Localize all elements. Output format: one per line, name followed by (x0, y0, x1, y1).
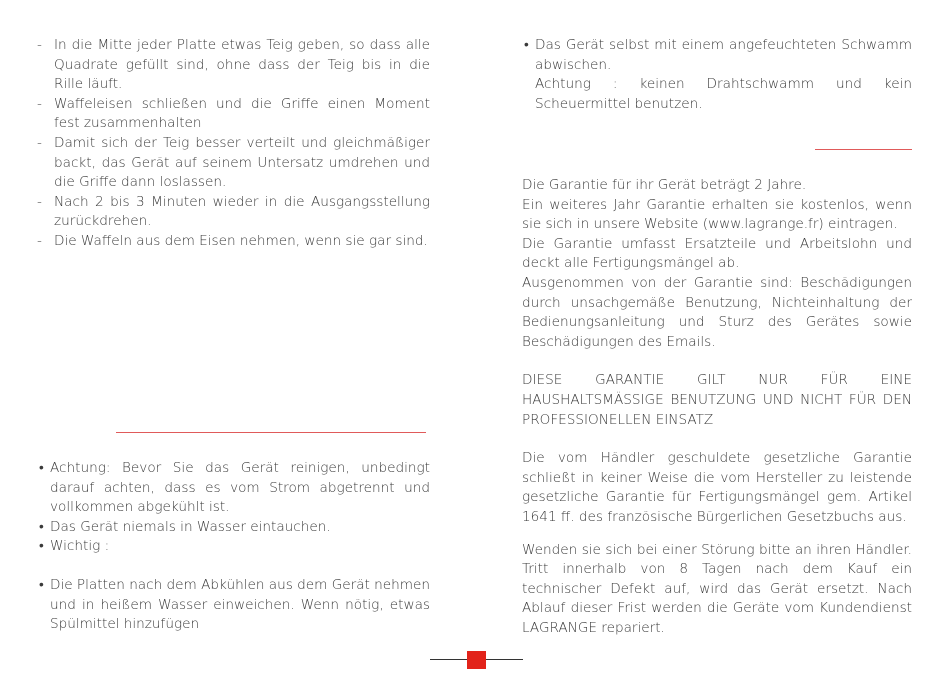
warranty-household-notice: DIESE GARANTIE GILT NUR FÜR EINE HAUSHALTSMÄSSIGE BENUTZUNG UND NICHT FÜR DEN PROFESSIONELLEN EINSATZ (522, 372, 912, 428)
cleaning-item: • Die Platten nach dem Abkühlen aus dem Gerät nehmen und in heißem Wasser einweichen. Wenn nötig, etwas Spülmittel hinzufügen (37, 576, 430, 635)
cleaning-item: • Achtung: Bevor Sie das Gerät reinigen, unbedingt darauf achten, dass es vom Strom abgetrennt und vollkommen abgekühlt ist. (37, 459, 430, 518)
cleaning-item: • Das Gerät niemals in Wasser eintauchen. (37, 518, 430, 538)
warranty-section (522, 176, 912, 638)
cleaning-list-continued (522, 36, 912, 114)
cleaning-note: Achtung : keinen Drahtschwamm und kein Scheuermittel benutzen. (535, 76, 912, 112)
warranty-contact: Wenden sie sich bei einer Störung bitte an ihren Händler. Tritt innerhalb von 8 Tagen nach dem Kauf ein technischer Defekt auf, wird das Gerät ersetzt. Nach Ablauf dieser Frist werden die Geräte vom Kundendienst LAGRANGE repariert. (522, 541, 912, 636)
section-divider (815, 149, 912, 150)
cleaning-item: • Wichtig : (37, 537, 430, 557)
instruction-item: - Damit sich der Teig besser verteilt und gleichmäßiger backt, das Gerät auf seinem Untersatz umdrehen und die Griffe dann loslassen. (37, 134, 430, 193)
warranty-exclusions: Ausgenommen von der Garantie sind: Beschädigungen durch unsachgemäße Benutzung, Nichteinhaltung der Bedienungsanleitung und Sturz des Gerätes sowie Beschädigungen des Emails. (522, 274, 912, 350)
instruction-item: - In die Mitte jeder Platte etwas Teig geben, so dass alle Quadrate gefüllt sind, ohne dass der Teig bis in die Rille läuft. (37, 36, 430, 95)
warranty-coverage: Die Garantie umfasst Ersatzteile und Arbeitslohn und deckt alle Fertigungsmängel ab. (522, 235, 912, 272)
instruction-item: - Die Waffeln aus dem Eisen nehmen, wenn sie gar sind. (37, 232, 430, 252)
waffle-instructions (37, 36, 430, 252)
warranty-extension: Ein weiteres Jahr Garantie erhalten sie kostenlos, wenn sie sich in unsere Website (www.lagrange.fr) eintragen. (522, 196, 912, 233)
footer-marker (467, 651, 486, 669)
cleaning-item (522, 36, 912, 114)
cleaning-list (37, 459, 430, 635)
warranty-legal: Die vom Händler geschuldete gesetzliche Garantie schließt in keiner Weise die vom Hersteller zu leistende gesetzliche Garantie für Fertigungsmängel gem. Artikel 1641 ff. des französische Bürgerlichen Gesetzbuchs aus. (522, 450, 912, 525)
instruction-list (37, 36, 430, 252)
cleaning-continued (522, 36, 912, 114)
warranty-duration: Die Garantie für ihr Gerät beträgt 2 Jahre. (522, 177, 807, 193)
instruction-item: - Nach 2 bis 3 Minuten wieder in die Ausgangsstellung zurückdrehen. (37, 193, 430, 232)
section-divider (116, 432, 426, 433)
cleaning-section (37, 459, 430, 635)
cleaning-item-text: • Das Gerät selbst mit einem angefeuchteten Schwamm abwischen. (535, 37, 912, 73)
instruction-item: - Waffeleisen schließen und die Griffe einen Moment fest zusammenhalten (37, 95, 430, 134)
